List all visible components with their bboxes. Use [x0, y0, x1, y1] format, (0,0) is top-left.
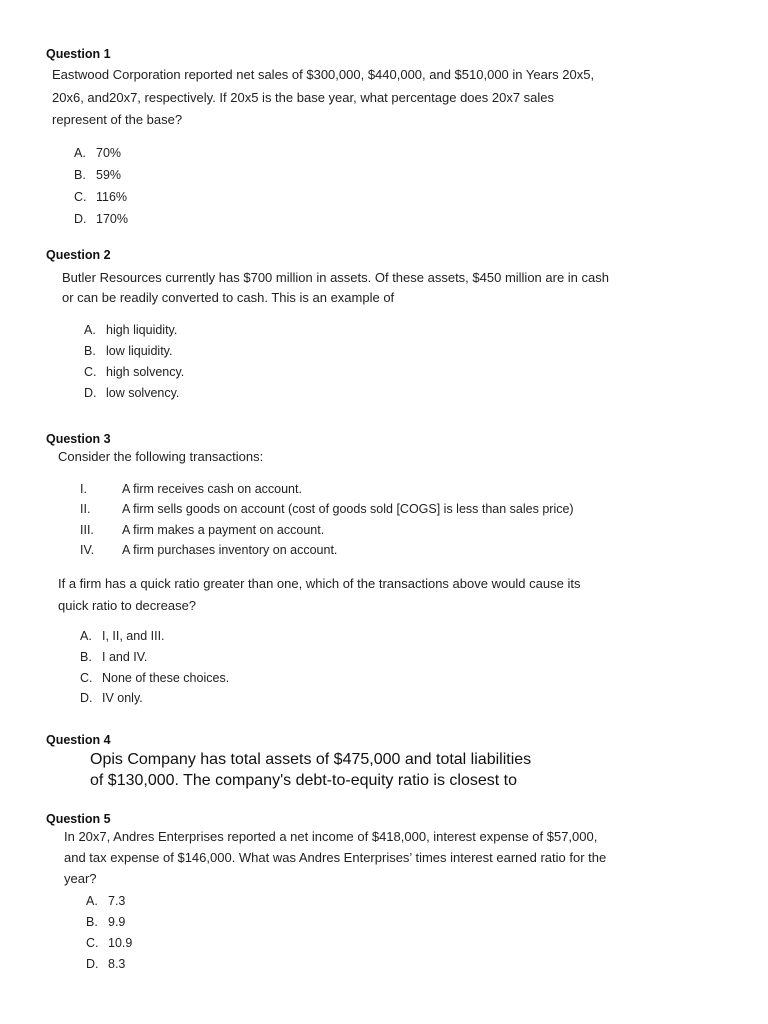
question-5-option-c[interactable]: C. 10.9: [86, 936, 133, 950]
question-2-option-d[interactable]: D. low solvency.: [84, 386, 180, 400]
question-3-line-1: If a firm has a quick ratio greater than one, which of the transactions above would cause its: [58, 576, 581, 591]
question-1-option-d[interactable]: D. 170%: [74, 212, 128, 226]
question-5-line-3: year?: [64, 871, 97, 886]
question-4-line-1: Opis Company has total assets of $475,000 and total liabilities: [90, 751, 532, 768]
question-3-transaction-2: II. A firm sells goods on account (cost of goods sold [COGS] is less than sales price): [80, 502, 574, 516]
question-2-heading: Question 2: [46, 248, 111, 262]
question-3-heading: Question 3: [46, 432, 111, 446]
question-1-option-c[interactable]: C. 116%: [74, 190, 128, 204]
question-3-line-2: quick ratio to decrease?: [58, 598, 197, 613]
question-3-option-b[interactable]: B. I and IV.: [80, 650, 148, 664]
question-2-option-b[interactable]: B. low liquidity.: [84, 344, 173, 358]
question-3-option-c[interactable]: C. None of these choices.: [80, 671, 230, 685]
question-5-line-2: and tax expense of $146,000. What was Andres Enterprises’ times interest earned ratio for the: [64, 850, 607, 865]
question-1-heading: Question 1: [46, 47, 111, 61]
question-3-option-d[interactable]: D. IV only.: [80, 691, 143, 705]
question-2-line-2: or can be readily converted to cash. This is an example of: [62, 290, 395, 305]
question-4-line-2: of $130,000. The company's debt-to-equity ratio is closest to: [90, 772, 517, 789]
question-3-transaction-3: III. A firm makes a payment on account.: [80, 523, 325, 537]
question-5-option-d[interactable]: D. 8.3: [86, 957, 126, 971]
question-5-option-a[interactable]: A. 7.3: [86, 894, 126, 908]
question-5-option-b[interactable]: B. 9.9: [86, 915, 126, 929]
question-2-line-1: Butler Resources currently has $700 million in assets. Of these assets, $450 million are in cash: [62, 270, 609, 285]
question-3-transaction-4: IV. A firm purchases inventory on account.: [80, 543, 338, 557]
question-5-line-1: In 20x7, Andres Enterprises reported a net income of $418,000, interest expense of $57,000,: [64, 829, 598, 844]
question-2-option-c[interactable]: C. high solvency.: [84, 365, 185, 379]
question-1-option-b[interactable]: B. 59%: [74, 168, 122, 182]
question-3-intro: Consider the following transactions:: [58, 449, 264, 464]
question-1-option-a[interactable]: A. 70%: [74, 146, 122, 160]
question-1-line-1: Eastwood Corporation reported net sales of $300,000, $440,000, and $510,000 in Years 20x5,: [52, 67, 595, 82]
question-1-line-3: represent of the base?: [52, 112, 183, 127]
question-3-option-a[interactable]: A. I, II, and III.: [80, 629, 165, 643]
question-5-heading: Question 5: [46, 812, 111, 826]
question-2-option-a[interactable]: A. high liquidity.: [84, 323, 178, 337]
question-1-line-2: 20x6, and20x7, respectively. If 20x5 is the base year, what percentage does 20x7 sales: [52, 90, 555, 105]
question-4-heading: Question 4: [46, 733, 111, 747]
question-3-transaction-1: I. A firm receives cash on account.: [80, 482, 302, 496]
